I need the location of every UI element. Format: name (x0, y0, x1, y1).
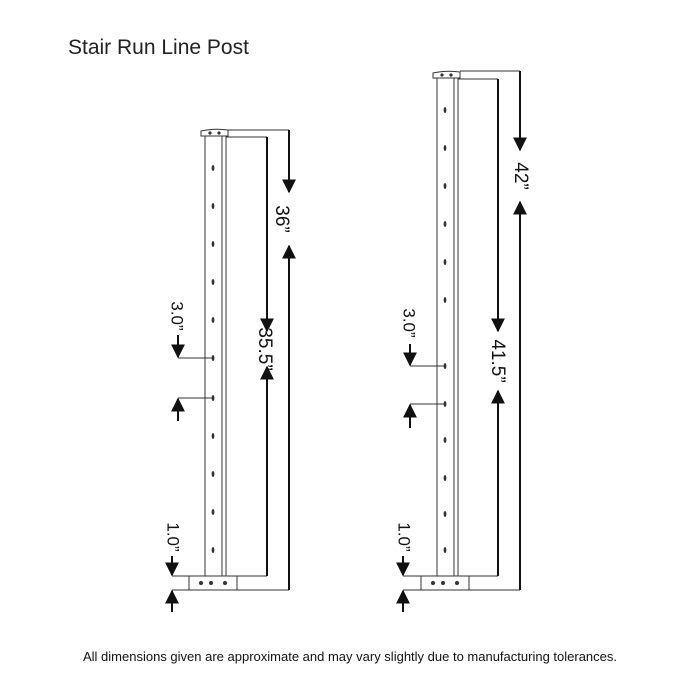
cable-holes (212, 165, 215, 553)
disclaimer-note: All dimensions given are approximate and may vary slightly due to manufacturing tolerances. (83, 649, 617, 664)
cable-hole (444, 475, 447, 481)
base-offset-label: 1.0” (394, 522, 414, 552)
cable-hole (212, 509, 215, 515)
base-offset-label: 1.0” (163, 522, 183, 552)
cable-hole (444, 221, 447, 227)
cable-hole (212, 471, 215, 477)
base-bolt (223, 581, 227, 585)
cable-hole (212, 317, 215, 323)
cable-hole (212, 241, 215, 247)
base-bolt (455, 581, 459, 585)
post-42 (395, 71, 531, 612)
cable-hole (444, 437, 447, 443)
cable-hole (444, 145, 447, 151)
cable-hole (444, 107, 447, 113)
cable-hole (444, 183, 447, 189)
post-cap (201, 129, 228, 136)
cable-holes (444, 107, 447, 553)
cable-hole (212, 547, 215, 553)
post-cap (433, 71, 460, 78)
cable-hole (444, 297, 447, 303)
base-bolt (431, 581, 435, 585)
cable-hole (444, 511, 447, 517)
cable-hole (444, 259, 447, 265)
hole-spacing-label: 3.0” (167, 301, 187, 331)
cap-dot (449, 73, 452, 76)
cable-hole (212, 203, 215, 209)
cable-hole (444, 547, 447, 553)
cable-hole (212, 165, 215, 171)
inner-height-label: 35.5” (253, 327, 275, 371)
cap-dot (208, 131, 211, 134)
overall-height-label: 36” (270, 205, 292, 233)
overall-height-label: 42” (509, 162, 531, 190)
base-bolt (441, 581, 445, 585)
post-36 (164, 129, 292, 612)
cable-hole (212, 279, 215, 285)
base-bolt (199, 581, 203, 585)
hole-spacing-label: 3.0” (399, 308, 419, 338)
inner-height-label: 41.5” (486, 339, 508, 383)
cap-dot (440, 73, 443, 76)
base-bolt (209, 581, 213, 585)
post-body (437, 78, 454, 576)
cable-hole (212, 433, 215, 439)
page-title: Stair Run Line Post (68, 36, 249, 59)
cap-dot (217, 131, 220, 134)
